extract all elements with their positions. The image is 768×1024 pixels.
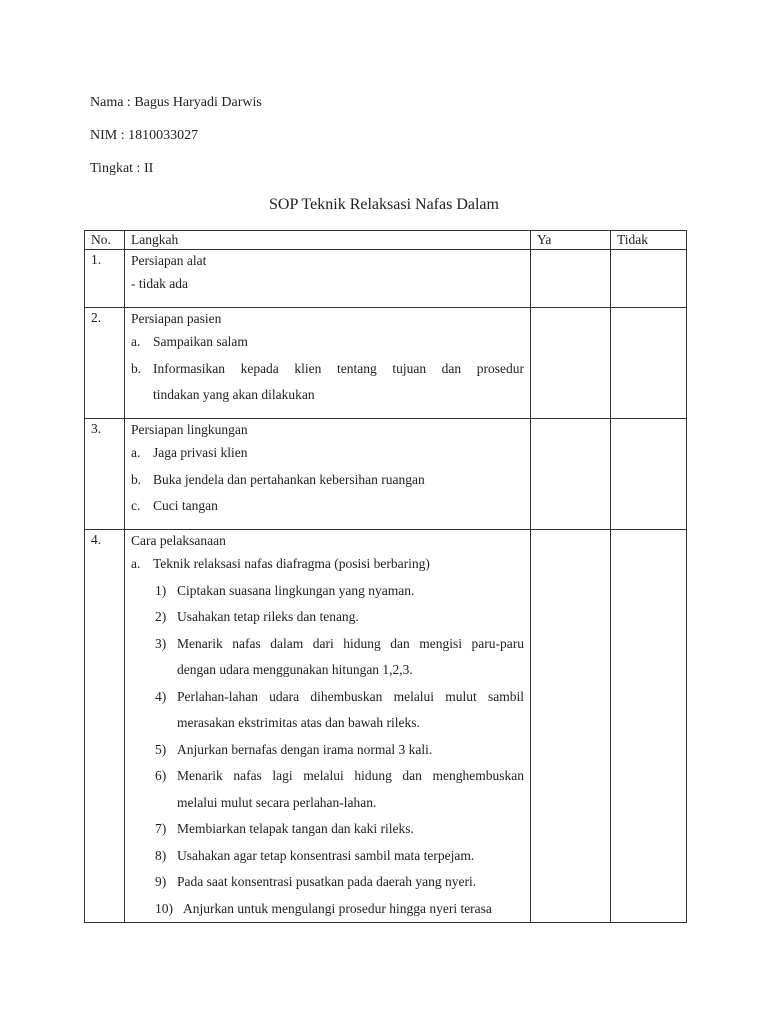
item-text: Buka jendela dan pertahankan kebersihan ruangan xyxy=(153,471,425,487)
numbered-step xyxy=(131,578,524,605)
student-level: Tingkat : II xyxy=(90,161,154,176)
step-label: 7) xyxy=(155,821,167,836)
step-item xyxy=(131,467,524,494)
item-text: Informasikan kepada klien tentang tujuan dan prosedur xyxy=(153,360,524,376)
step-text: Anjurkan untuk mengulangi prosedur hingga nyeri terasa xyxy=(183,900,492,916)
step-text: Pada saat konsentrasi pusatkan pada daerah yang nyeri. xyxy=(177,874,477,889)
check-ya-cell[interactable] xyxy=(531,419,611,530)
step-item xyxy=(131,440,524,467)
table-row xyxy=(85,250,687,308)
check-ya-cell[interactable] xyxy=(531,530,611,923)
row-steps xyxy=(125,419,531,530)
step-text: Perlahan-lahan udara dihembuskan melalui mulut sambil xyxy=(177,688,524,704)
item-label: b. xyxy=(131,471,142,487)
item-label: a. xyxy=(131,334,141,349)
check-ya-cell[interactable] xyxy=(531,308,611,419)
step-text-continued: merasakan ekstrimitas atas dan bawah rileks. xyxy=(177,715,420,730)
numbered-step xyxy=(131,843,524,870)
check-tidak-cell[interactable] xyxy=(611,530,687,923)
item-text: Cuci tangan xyxy=(153,498,218,513)
step-label: 6) xyxy=(155,768,167,783)
numbered-step xyxy=(131,896,524,923)
step-label: 5) xyxy=(155,741,167,757)
numbered-step xyxy=(131,869,524,896)
step-text-continued: melalui mulut secara perlahan-lahan. xyxy=(177,794,377,810)
table-row xyxy=(85,419,687,530)
step-item: - tidak ada xyxy=(131,276,188,291)
step-label: 8) xyxy=(155,847,167,863)
step-text: Anjurkan bernafas dengan irama normal 3 kali. xyxy=(177,741,433,757)
step-label: 2) xyxy=(155,609,167,624)
header-langkah: Langkah xyxy=(125,231,531,250)
table-row xyxy=(85,308,687,419)
row-number: 1. xyxy=(85,250,125,308)
row-number: 4. xyxy=(85,530,125,923)
item-text-continued: tindakan yang akan dilakukan xyxy=(153,387,315,402)
item-text: Sampaikan salam xyxy=(153,334,248,349)
check-tidak-cell[interactable] xyxy=(611,419,687,530)
check-tidak-cell[interactable] xyxy=(611,308,687,419)
step-heading: Persiapan pasien xyxy=(131,311,222,326)
numbered-step xyxy=(131,816,524,843)
step-item xyxy=(131,356,524,383)
step-label: 4) xyxy=(155,688,167,704)
check-ya-cell[interactable] xyxy=(531,250,611,308)
step-heading: Persiapan lingkungan xyxy=(131,422,248,437)
table-header-row xyxy=(85,231,687,250)
row-steps xyxy=(125,308,531,419)
item-label: b. xyxy=(131,360,142,376)
header-no: No. xyxy=(85,231,125,250)
row-number: 3. xyxy=(85,419,125,530)
step-heading: Cara pelaksanaan xyxy=(131,533,226,548)
step-text: Ciptakan suasana lingkungan yang nyaman. xyxy=(177,582,415,598)
step-label: 10) xyxy=(155,900,173,916)
step-item xyxy=(131,493,524,520)
step-text: Menarik nafas dalam dari hidung dan mengisi paru-paru xyxy=(177,635,524,651)
check-tidak-cell[interactable] xyxy=(611,250,687,308)
numbered-step xyxy=(131,684,524,711)
item-label: a. xyxy=(131,445,141,460)
numbered-step xyxy=(131,737,524,764)
row-number: 2. xyxy=(85,308,125,419)
row-steps xyxy=(125,250,531,308)
step-sub-item xyxy=(131,551,524,578)
step-label: 9) xyxy=(155,874,167,889)
step-text-continued: dengan udara menggunakan hitungan 1,2,3. xyxy=(177,662,413,677)
student-name: Nama : Bagus Haryadi Darwis xyxy=(90,95,262,110)
step-item xyxy=(131,329,524,356)
numbered-step xyxy=(131,604,524,631)
sop-table xyxy=(84,230,687,923)
step-label: 3) xyxy=(155,635,167,651)
step-heading: Persiapan alat xyxy=(131,253,207,268)
student-nim: NIM : 1810033027 xyxy=(90,128,199,143)
row-steps xyxy=(125,530,531,923)
item-text: Teknik relaksasi nafas diafragma (posisi berbaring) xyxy=(153,556,430,571)
step-text: Usahakan agar tetap konsentrasi sambil mata terpejam. xyxy=(177,847,475,863)
document-title: SOP Teknik Relaksasi Nafas Dalam xyxy=(269,196,499,213)
step-text: Menarik nafas lagi melalui hidung dan menghembuskan xyxy=(177,768,524,783)
numbered-step xyxy=(131,763,524,790)
header-ya: Ya xyxy=(531,231,611,250)
header-tidak: Tidak xyxy=(611,231,687,250)
step-label: 1) xyxy=(155,582,167,598)
item-label: a. xyxy=(131,556,141,571)
step-text: Usahakan tetap rileks dan tenang. xyxy=(177,609,359,624)
numbered-step xyxy=(131,631,524,658)
item-text: Jaga privasi klien xyxy=(153,445,248,460)
step-text: Membiarkan telapak tangan dan kaki rileks. xyxy=(177,821,414,836)
item-label: c. xyxy=(131,498,141,513)
table-row xyxy=(85,530,687,923)
